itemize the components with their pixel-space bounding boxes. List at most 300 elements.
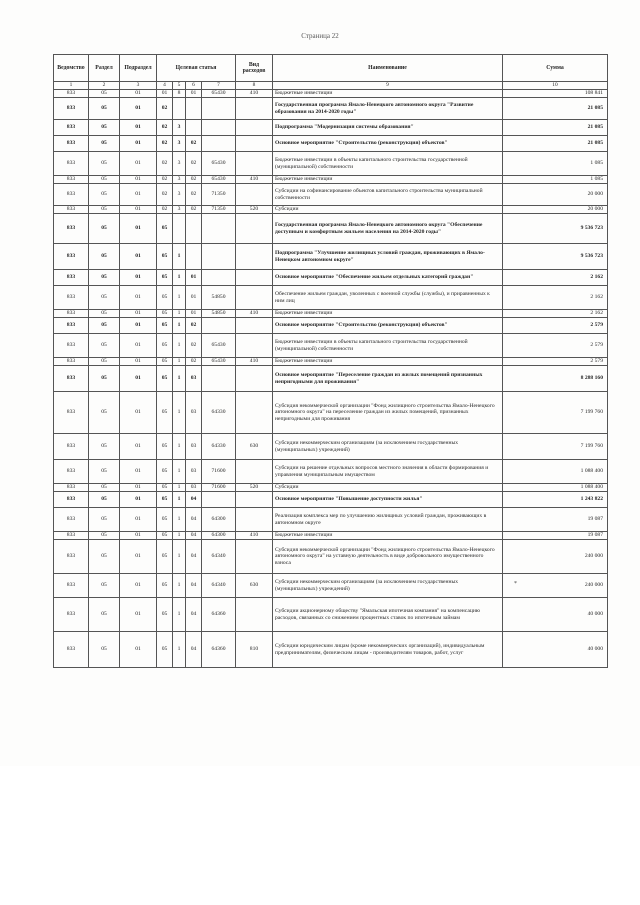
name-cell: Государственная программа Ямало-Ненецкого автономного округа "Обеспечение доступным и комфортным жильем населения на 2014-2020 годы" — [273, 214, 503, 244]
podrazdel-cell: 01 — [120, 334, 157, 358]
name-cell: Бюджетные инвестиции — [273, 358, 503, 366]
table-row — [54, 286, 608, 310]
sum-cell: 1 085 — [503, 152, 608, 176]
vedomstvo-cell: 833 — [54, 176, 89, 184]
event-cell: 04 — [186, 532, 202, 540]
event-cell: 03 — [186, 434, 202, 460]
podrazdel-cell: 01 — [120, 366, 157, 392]
program-cell: 02 — [157, 120, 173, 136]
program-cell: 02 — [157, 136, 173, 152]
table-row — [54, 136, 608, 152]
razdel-cell: 05 — [89, 358, 120, 366]
sum-cell: 7 199 760 — [503, 434, 608, 460]
vid-cell — [236, 152, 273, 176]
program-cell: 05 — [157, 392, 173, 434]
event-cell: 01 — [186, 310, 202, 318]
razdel-cell: 05 — [89, 90, 120, 98]
razdel-cell: 05 — [89, 598, 120, 632]
program-cell: 05 — [157, 532, 173, 540]
vedomstvo-cell: 833 — [54, 90, 89, 98]
sum-cell: 2 162 — [503, 286, 608, 310]
event-cell: 04 — [186, 492, 202, 508]
vid-cell — [236, 244, 273, 270]
vid-cell — [236, 270, 273, 286]
vid-cell — [236, 508, 273, 532]
name-cell: Подпрограмма "Улучшение жилищных условий граждан, проживающих в Ямало-Ненецком автономном округе" — [273, 244, 503, 270]
sum-cell: 20 000 — [503, 206, 608, 214]
direction-cell — [202, 136, 236, 152]
col-number: 8 — [236, 82, 273, 90]
subprogram-cell: 3 — [173, 120, 186, 136]
name-cell: Субсидии юридическим лицам (кроме некоммерческих организаций), индивидуальным предпринимателям, физическим лицам - производителям товаров, работ, услуг — [273, 632, 503, 668]
podrazdel-cell: 01 — [120, 632, 157, 668]
stray-mark: * — [514, 581, 517, 587]
vedomstvo-cell: 833 — [54, 334, 89, 358]
program-cell: 05 — [157, 286, 173, 310]
sum-cell: 2 579 — [503, 334, 608, 358]
subprogram-cell: 3 — [173, 136, 186, 152]
name-cell: Бюджетные инвестиции — [273, 310, 503, 318]
event-cell: 02 — [186, 358, 202, 366]
razdel-cell: 05 — [89, 244, 120, 270]
event-cell: 02 — [186, 136, 202, 152]
subprogram-cell: 1 — [173, 358, 186, 366]
subprogram-cell: 1 — [173, 366, 186, 392]
sum-cell: 1 088 400 — [503, 460, 608, 484]
name-cell: Субсидии на решение отдельных вопросов местного значения в области формирования и управления муниципальным имуществом — [273, 460, 503, 484]
direction-cell: 64340 — [202, 540, 236, 574]
vedomstvo-cell: 833 — [54, 492, 89, 508]
event-cell: 03 — [186, 366, 202, 392]
subprogram-cell: 1 — [173, 532, 186, 540]
table-row — [54, 574, 608, 598]
name-cell: Субсидии некоммерческим организациям (за исключением государственных (муниципальных) учреждений) — [273, 434, 503, 460]
vedomstvo-cell: 833 — [54, 206, 89, 214]
razdel-cell: 05 — [89, 484, 120, 492]
vid-cell — [236, 492, 273, 508]
vedomstvo-cell: 833 — [54, 434, 89, 460]
vedomstvo-cell: 833 — [54, 244, 89, 270]
table-row — [54, 244, 608, 270]
subprogram-cell: 1 — [173, 460, 186, 484]
podrazdel-cell: 01 — [120, 152, 157, 176]
subprogram-cell: 1 — [173, 244, 186, 270]
subprogram-cell: 3 — [173, 206, 186, 214]
vedomstvo-cell: 833 — [54, 598, 89, 632]
direction-cell: 65430 — [202, 176, 236, 184]
direction-cell: 65430 — [202, 334, 236, 358]
vid-cell — [236, 392, 273, 434]
sum-cell: 40 000 — [503, 598, 608, 632]
table-row — [54, 632, 608, 668]
direction-cell: 71600 — [202, 460, 236, 484]
direction-cell: 54850 — [202, 286, 236, 310]
subprogram-cell: 3 — [173, 184, 186, 206]
program-cell: 05 — [157, 214, 173, 244]
direction-cell: 71350 — [202, 206, 236, 214]
event-cell: 04 — [186, 540, 202, 574]
podrazdel-cell: 01 — [120, 120, 157, 136]
subprogram-cell: 1 — [173, 286, 186, 310]
col-number: 7 — [202, 82, 236, 90]
sum-cell: 40 000 — [503, 632, 608, 668]
vid-cell — [236, 184, 273, 206]
razdel-cell: 05 — [89, 392, 120, 434]
vedomstvo-cell: 833 — [54, 574, 89, 598]
event-cell — [186, 244, 202, 270]
table-row — [54, 460, 608, 484]
razdel-cell: 05 — [89, 334, 120, 358]
direction-cell — [202, 318, 236, 334]
vedomstvo-cell: 833 — [54, 632, 89, 668]
table-row — [54, 318, 608, 334]
program-cell: 01 — [157, 90, 173, 98]
event-cell: 03 — [186, 392, 202, 434]
subprogram-cell: 1 — [173, 270, 186, 286]
event-cell: 04 — [186, 632, 202, 668]
razdel-cell: 05 — [89, 286, 120, 310]
header-target: Целевая статья — [157, 55, 236, 82]
header-vedomstvo: Ведомство — [54, 55, 89, 82]
direction-cell — [202, 270, 236, 286]
event-cell: 02 — [186, 334, 202, 358]
event-cell: 04 — [186, 598, 202, 632]
col-number: 10 — [503, 82, 608, 90]
column-number-row — [54, 82, 608, 90]
program-cell: 05 — [157, 574, 173, 598]
razdel-cell: 05 — [89, 460, 120, 484]
col-number: 2 — [89, 82, 120, 90]
subprogram-cell — [173, 98, 186, 120]
sum-cell: 240 000 — [503, 540, 608, 574]
program-cell: 05 — [157, 492, 173, 508]
program-cell: 05 — [157, 244, 173, 270]
event-cell: 02 — [186, 152, 202, 176]
direction-cell: 64300 — [202, 532, 236, 540]
podrazdel-cell: 01 — [120, 136, 157, 152]
vid-cell — [236, 286, 273, 310]
sum-cell: 1 088 400 — [503, 484, 608, 492]
event-cell: 02 — [186, 318, 202, 334]
podrazdel-cell: 01 — [120, 532, 157, 540]
podrazdel-cell: 01 — [120, 176, 157, 184]
vid-cell: 410 — [236, 532, 273, 540]
sum-cell: 21 085 — [503, 120, 608, 136]
subprogram-cell: 1 — [173, 334, 186, 358]
program-cell: 02 — [157, 184, 173, 206]
podrazdel-cell: 01 — [120, 508, 157, 532]
direction-cell: 64360 — [202, 632, 236, 668]
razdel-cell: 05 — [89, 214, 120, 244]
vid-cell: 520 — [236, 484, 273, 492]
sum-cell: 19 087 — [503, 532, 608, 540]
event-cell: 04 — [186, 574, 202, 598]
table-row — [54, 270, 608, 286]
vedomstvo-cell: 833 — [54, 508, 89, 532]
table-row — [54, 492, 608, 508]
razdel-cell: 05 — [89, 136, 120, 152]
name-cell: Субсидия некоммерческой организации "Фонд жилищного строительства Ямало-Ненецкого автономного округа" на уставную деятельность в виде добровольного имущественного взноса — [273, 540, 503, 574]
subprogram-cell: 3 — [173, 176, 186, 184]
program-cell: 02 — [157, 206, 173, 214]
program-cell: 05 — [157, 484, 173, 492]
vedomstvo-cell: 833 — [54, 532, 89, 540]
col-number: 6 — [186, 82, 202, 90]
podrazdel-cell: 01 — [120, 98, 157, 120]
razdel-cell: 05 — [89, 434, 120, 460]
table-row — [54, 120, 608, 136]
table-row — [54, 98, 608, 120]
program-cell: 05 — [157, 270, 173, 286]
vedomstvo-cell: 833 — [54, 214, 89, 244]
podrazdel-cell: 01 — [120, 434, 157, 460]
table-row — [54, 366, 608, 392]
program-cell: 02 — [157, 98, 173, 120]
razdel-cell: 05 — [89, 206, 120, 214]
table-row — [54, 90, 608, 98]
podrazdel-cell: 01 — [120, 484, 157, 492]
table-row — [54, 176, 608, 184]
name-cell: Бюджетные инвестиции — [273, 176, 503, 184]
program-cell: 05 — [157, 366, 173, 392]
vid-cell — [236, 120, 273, 136]
col-number: 4 — [157, 82, 173, 90]
subprogram-cell: 8 — [173, 90, 186, 98]
table-row — [54, 206, 608, 214]
name-cell: Бюджетные инвестиции — [273, 90, 503, 98]
vid-cell — [236, 366, 273, 392]
name-cell: Основное мероприятие "Переселение граждан из жилых помещений признанных непригодными для проживания" — [273, 366, 503, 392]
vid-cell — [236, 540, 273, 574]
razdel-cell: 05 — [89, 152, 120, 176]
direction-cell: 54850 — [202, 310, 236, 318]
header-vid: Вид расходов — [236, 55, 273, 82]
razdel-cell: 05 — [89, 318, 120, 334]
header-razdel: Раздел — [89, 55, 120, 82]
direction-cell: 65430 — [202, 90, 236, 98]
subprogram-cell: 1 — [173, 574, 186, 598]
sum-cell: 9 536 723 — [503, 244, 608, 270]
sum-cell: 108 841 — [503, 90, 608, 98]
vid-cell: 410 — [236, 310, 273, 318]
razdel-cell: 05 — [89, 508, 120, 532]
vedomstvo-cell: 833 — [54, 184, 89, 206]
direction-cell: 64330 — [202, 434, 236, 460]
vedomstvo-cell: 833 — [54, 318, 89, 334]
razdel-cell: 05 — [89, 270, 120, 286]
name-cell: Государственная программа Ямало-Ненецкого автономного округа "Развитие образования на 2014-2020 годы" — [273, 98, 503, 120]
subprogram-cell: 1 — [173, 508, 186, 532]
program-cell: 02 — [157, 176, 173, 184]
vedomstvo-cell: 833 — [54, 358, 89, 366]
razdel-cell: 05 — [89, 310, 120, 318]
podrazdel-cell: 01 — [120, 574, 157, 598]
table-row — [54, 334, 608, 358]
vid-cell: 410 — [236, 358, 273, 366]
vid-cell — [236, 460, 273, 484]
name-cell: Реализация комплекса мер по улучшению жилищных условий граждан, проживающих в автономном округе — [273, 508, 503, 532]
program-cell: 05 — [157, 632, 173, 668]
program-cell: 02 — [157, 152, 173, 176]
table-row — [54, 598, 608, 632]
direction-cell — [202, 492, 236, 508]
vedomstvo-cell: 833 — [54, 310, 89, 318]
sum-cell: 9 536 723 — [503, 214, 608, 244]
table-body — [54, 90, 608, 668]
vedomstvo-cell: 833 — [54, 152, 89, 176]
name-cell: Основное мероприятие "Повышение доступности жилья" — [273, 492, 503, 508]
name-cell: Основное мероприятие "Обеспечение жильем отдельных категорий граждан" — [273, 270, 503, 286]
podrazdel-cell: 01 — [120, 244, 157, 270]
direction-cell: 65430 — [202, 152, 236, 176]
name-cell: Бюджетные инвестиции — [273, 532, 503, 540]
direction-cell — [202, 120, 236, 136]
name-cell: Субсидии на софинансирование объектов капитального строительства муниципальной собственности — [273, 184, 503, 206]
table-row — [54, 310, 608, 318]
podrazdel-cell: 01 — [120, 460, 157, 484]
podrazdel-cell: 01 — [120, 392, 157, 434]
name-cell: Субсидии некоммерческим организациям (за исключением государственных (муниципальных) учреждений) — [273, 574, 503, 598]
razdel-cell: 05 — [89, 540, 120, 574]
vedomstvo-cell: 833 — [54, 136, 89, 152]
name-cell: Субсидии — [273, 206, 503, 214]
subprogram-cell: 3 — [173, 152, 186, 176]
event-cell: 01 — [186, 90, 202, 98]
podrazdel-cell: 01 — [120, 318, 157, 334]
razdel-cell: 05 — [89, 366, 120, 392]
direction-cell: 65430 — [202, 358, 236, 366]
table-row — [54, 392, 608, 434]
direction-cell: 64360 — [202, 598, 236, 632]
direction-cell: 64330 — [202, 392, 236, 434]
name-cell: Основное мероприятие "Строительство (реконструкция) объектов" — [273, 136, 503, 152]
direction-cell — [202, 214, 236, 244]
vid-cell: 630 — [236, 434, 273, 460]
name-cell: Субсидии — [273, 484, 503, 492]
name-cell: Подпрограмма "Модернизация системы образования" — [273, 120, 503, 136]
vid-cell — [236, 136, 273, 152]
subprogram-cell: 1 — [173, 310, 186, 318]
col-number: 5 — [173, 82, 186, 90]
event-cell: 04 — [186, 508, 202, 532]
sum-cell: 240 000 — [503, 574, 608, 598]
subprogram-cell — [173, 214, 186, 244]
sum-cell: 8 288 160 — [503, 366, 608, 392]
header-podrazdel: Подраздел — [120, 55, 157, 82]
subprogram-cell: 1 — [173, 392, 186, 434]
direction-cell: 64340 — [202, 574, 236, 598]
event-cell: 03 — [186, 460, 202, 484]
sum-cell: 2 162 — [503, 310, 608, 318]
header-sum: Сумма — [503, 55, 608, 82]
direction-cell: 64300 — [202, 508, 236, 532]
subprogram-cell: 1 — [173, 632, 186, 668]
vedomstvo-cell: 833 — [54, 270, 89, 286]
subprogram-cell: 1 — [173, 492, 186, 508]
sum-cell: 2 579 — [503, 318, 608, 334]
subprogram-cell: 1 — [173, 318, 186, 334]
subprogram-cell: 1 — [173, 598, 186, 632]
event-cell — [186, 98, 202, 120]
direction-cell — [202, 244, 236, 270]
table-row — [54, 434, 608, 460]
header-name: Наименование — [273, 55, 503, 82]
event-cell — [186, 214, 202, 244]
col-number: 9 — [273, 82, 503, 90]
table-row — [54, 532, 608, 540]
event-cell — [186, 120, 202, 136]
vedomstvo-cell: 833 — [54, 98, 89, 120]
razdel-cell: 05 — [89, 492, 120, 508]
name-cell: Основное мероприятие "Строительство (реконструкция) объектов" — [273, 318, 503, 334]
podrazdel-cell: 01 — [120, 214, 157, 244]
program-cell: 05 — [157, 434, 173, 460]
podrazdel-cell: 01 — [120, 492, 157, 508]
razdel-cell: 05 — [89, 532, 120, 540]
program-cell: 05 — [157, 310, 173, 318]
program-cell: 05 — [157, 460, 173, 484]
podrazdel-cell: 01 — [120, 270, 157, 286]
vid-cell — [236, 334, 273, 358]
sum-cell: 2 579 — [503, 358, 608, 366]
subprogram-cell: 1 — [173, 434, 186, 460]
vedomstvo-cell: 833 — [54, 540, 89, 574]
vid-cell — [236, 214, 273, 244]
podrazdel-cell: 01 — [120, 90, 157, 98]
table-row — [54, 152, 608, 176]
razdel-cell: 05 — [89, 120, 120, 136]
event-cell: 01 — [186, 270, 202, 286]
razdel-cell: 05 — [89, 632, 120, 668]
vedomstvo-cell: 833 — [54, 484, 89, 492]
program-cell: 05 — [157, 598, 173, 632]
subprogram-cell: 1 — [173, 484, 186, 492]
budget-table — [53, 54, 608, 668]
event-cell: 01 — [186, 286, 202, 310]
table-row — [54, 508, 608, 532]
sum-cell: 20 000 — [503, 184, 608, 206]
vedomstvo-cell: 833 — [54, 120, 89, 136]
sum-cell: 1 085 — [503, 176, 608, 184]
direction-cell: 71350 — [202, 184, 236, 206]
table-row — [54, 358, 608, 366]
table-row — [54, 484, 608, 492]
vedomstvo-cell: 833 — [54, 392, 89, 434]
table-row — [54, 540, 608, 574]
sum-cell: 1 243 822 — [503, 492, 608, 508]
vid-cell: 520 — [236, 206, 273, 214]
vid-cell: 630 — [236, 574, 273, 598]
page-label: Страница 22 — [301, 32, 339, 40]
vedomstvo-cell: 833 — [54, 366, 89, 392]
podrazdel-cell: 01 — [120, 540, 157, 574]
sum-cell: 2 162 — [503, 270, 608, 286]
sum-cell: 21 085 — [503, 136, 608, 152]
sum-cell: 7 199 760 — [503, 392, 608, 434]
razdel-cell: 05 — [89, 176, 120, 184]
podrazdel-cell: 01 — [120, 184, 157, 206]
program-cell: 05 — [157, 508, 173, 532]
name-cell: Бюджетные инвестиции в объекты капитального строительства государственной (муниципальной) собственности — [273, 152, 503, 176]
vedomstvo-cell: 833 — [54, 286, 89, 310]
podrazdel-cell: 01 — [120, 358, 157, 366]
header-row — [54, 55, 608, 82]
table-row — [54, 214, 608, 244]
podrazdel-cell: 01 — [120, 286, 157, 310]
name-cell: Бюджетные инвестиции в объекты капитального строительства государственной (муниципальной) собственности — [273, 334, 503, 358]
program-cell: 05 — [157, 318, 173, 334]
vid-cell: 410 — [236, 176, 273, 184]
